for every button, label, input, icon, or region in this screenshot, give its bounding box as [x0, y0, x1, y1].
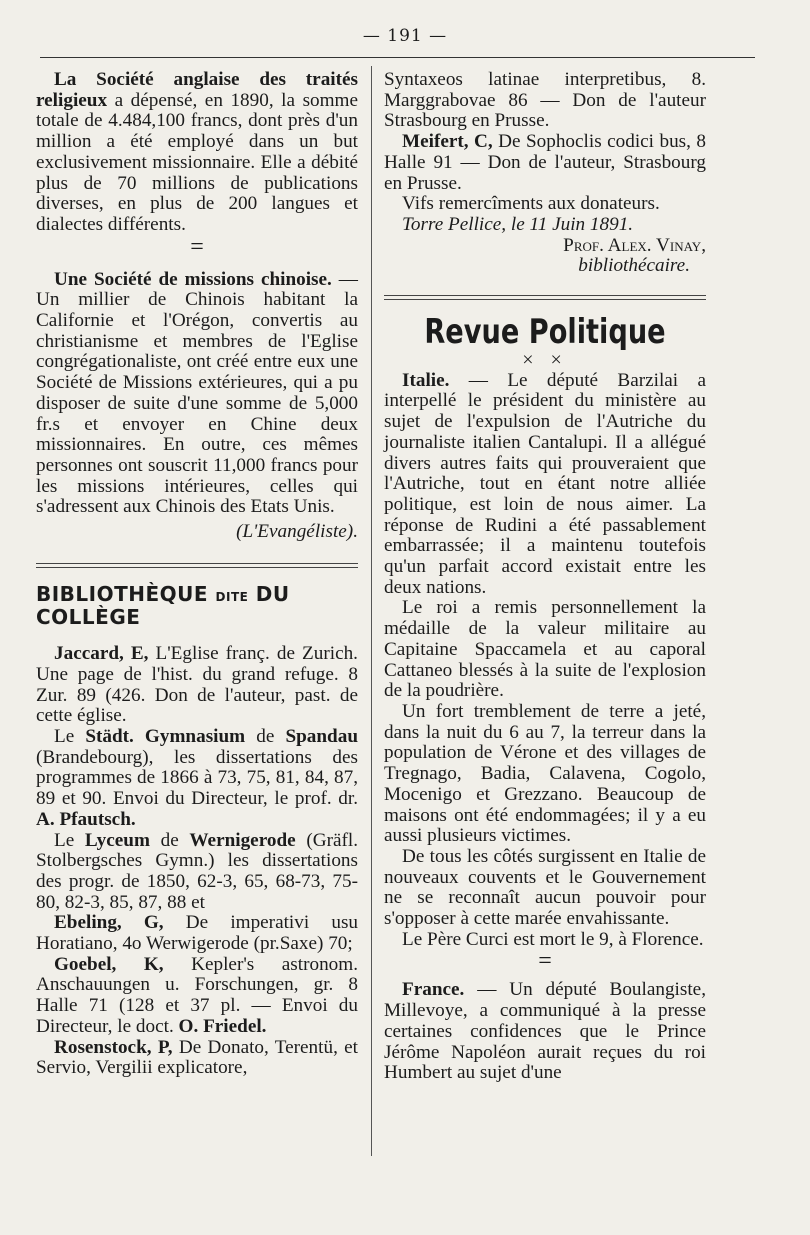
section-divider: [384, 295, 706, 300]
article-societe-chinoise: [36, 270, 358, 518]
entry-author: Wernigerode: [189, 829, 296, 851]
signer-role-text: bibliothécaire.: [578, 255, 690, 277]
library-entry: [36, 831, 358, 914]
signer-role: [384, 256, 706, 277]
library-entry: [384, 132, 706, 194]
entry-text: (Gräfl. Stolbergsches Gymn.) les dissertations des progr. de 1850, 62-3, 65, 68-73, 75-80, 82-3, 85, 87, 88 et: [36, 829, 358, 913]
entry-donor: A. Pfautsch.: [36, 808, 136, 830]
news-body: — Le député Barzilai a interpellé le président du ministère au sujet de l'expulsion de l'Autriche du journaliste italien Cantalupi. Il a allégué divers autres faits qui prouveraient que l'Autriche, tout en étant notre alliée politique, est loin de nous aimer. La réponse de Rudini a été passablement embarrassée; il a maintenu toutefois qu'un parfait accord existait entre les deux nations.: [384, 369, 706, 598]
section-title-part: DU COLLÈGE: [36, 581, 290, 630]
entry-author: Jaccard, E,: [54, 643, 149, 665]
news-italie: [384, 371, 706, 599]
ornament: × ×: [522, 349, 568, 372]
library-entry: [36, 644, 358, 727]
article-body: — Un millier de Chinois habitant la Californie et l'Orégon, convertis au christianisme et membres de l'Eglise congrégationaliste, ont créé entre eux une Société de Missions extérieures, qui a pu disposer de suite d'une somme de 5,000 fr.s et envoyer en Chine deux missionnaires. En outre, ces mêmes personnes ont souscrit 11,000 francs pour les missions intérieures, celles qui s'adressent aux Chinois des Etats Unis.: [36, 268, 358, 518]
news-paragraph: Un fort tremblement de terre a jeté, dans la nuit du 6 au 7, la terreur dans la population de Vérone et des villages de Tregnago, Badia, Calavena, Cogolo, Mocenigo et Grezzano. Beaucoup de maisons ont été endommagées; il y a eu aussi plusieurs victimes.: [384, 700, 706, 847]
library-entry: [36, 955, 358, 1038]
entry-author: Städt. Gymnasium: [85, 725, 246, 747]
entry-text: de: [245, 725, 286, 747]
entry-text: De imperativi usu Horatiano, 4o Werwigerode (pr.Saxe) 70;: [36, 912, 358, 955]
section-title-revue-politique: Revue Politique: [424, 312, 666, 353]
place-date-text: Torre Pellice, le 11 Juin 1891.: [402, 213, 634, 235]
right-column: [384, 70, 706, 1084]
library-entry: [36, 727, 358, 831]
entry-text: de: [149, 829, 190, 851]
library-entry: [36, 913, 358, 954]
news-france: [384, 980, 706, 1084]
entry-text: L'Eglise franç. de Zurich. Une page de l'hist. du grand refuge. 8 Zur. 89 (426. Don de l'auteur, past. de cette église.: [36, 643, 358, 727]
entry-text: (Brandebourg), les dissertations des programmes de 1866 à 73, 75, 81, 84, 87, 89 et 90. Envoi du Directeur, le prof. dr.: [36, 746, 358, 810]
entry-author: Goebel, K,: [54, 953, 164, 975]
article-societe-anglaise: [36, 70, 358, 236]
entry-author: Ebeling, G,: [54, 912, 164, 934]
entry-text: Le: [54, 725, 86, 747]
section-divider: [36, 563, 358, 568]
signer-name: Prof. Alex. Vinay,: [563, 234, 706, 256]
thanks-line: Vifs remercîments aux donateurs.: [402, 193, 660, 215]
news-paragraph: De tous les côtés surgissent en Italie de nouveaux couvents et le Gouvernement ne se reconnaît aucun pouvoir pour s'opposer à cette marée envahissante.: [384, 845, 706, 930]
article-heading: Une Société de missions chinoise.: [54, 268, 332, 290]
signature: [384, 236, 706, 257]
news-body: — Un député Boulangiste, Millevoye, a communiqué à la presse certaines confidences que le Prince Jérôme Napoléon aurait reçues du roi Humbert au sujet d'une: [384, 979, 706, 1084]
article-body: a dépensé, en 1890, la somme totale de 4.484,100 francs, dont près d'un million a été employé dans un but exclusivement missionnaire. Elle a débité plus de 70 millions de publications diverses, en plus de 200 langues et dialectes différents.: [36, 89, 358, 235]
section-title-dite: DITE: [215, 589, 249, 604]
separator: =: [538, 948, 552, 975]
entry-donor: O. Friedel.: [178, 1015, 267, 1037]
entry-text: Kepler's astronom. Anschauungen u. Forschungen, gr. 8 Halle 71 (128 et 37 pl. — Envoi du Directeur, le doct.: [36, 953, 358, 1037]
news-paragraph: Le Père Curci est mort le 9, à Florence.: [402, 928, 704, 950]
news-paragraph: Le roi a remis personnellement la médaille de la valeur militaire au Capitaine Spaccamela et au caporal Cattaneo blessés à la suite de l'explosion de la poudrière.: [384, 597, 706, 702]
entry-author: Rosenstock, P,: [54, 1036, 173, 1058]
separator: =: [190, 233, 204, 260]
country-heading: Italie.: [402, 369, 450, 391]
left-column: [36, 70, 358, 1079]
article-source: [36, 522, 358, 543]
column-divider: [371, 66, 372, 1156]
library-entry-continued: Syntaxeos latinae interpretibus, 8. Marggrabovae 86 — Don de l'auteur Strasbourg en Prusse.: [384, 69, 706, 132]
entry-text: Le: [54, 829, 85, 851]
header-rule: [40, 57, 755, 58]
country-heading: France.: [402, 979, 465, 1001]
place-date: [384, 215, 706, 236]
section-title: [36, 581, 358, 630]
library-entry: [36, 1038, 358, 1079]
section-title-part: BIBLIOTHÈQUE: [36, 581, 216, 606]
entry-author: Lyceum: [84, 829, 150, 851]
page-number: — 191 —: [362, 26, 448, 46]
source-citation: (L'Evangéliste).: [236, 521, 358, 543]
article-heading: La Société anglaise des traités religieux: [36, 69, 358, 111]
entry-author: Spandau: [285, 725, 358, 747]
entry-author: Meifert, C,: [402, 131, 493, 153]
entry-text: De Sophoclis codici bus, 8 Halle 91 — Don de l'auteur, Strasbourg en Prusse.: [384, 131, 706, 194]
entry-text: De Donato, Terentü, et Servio, Vergilii explicatore,: [36, 1036, 359, 1079]
